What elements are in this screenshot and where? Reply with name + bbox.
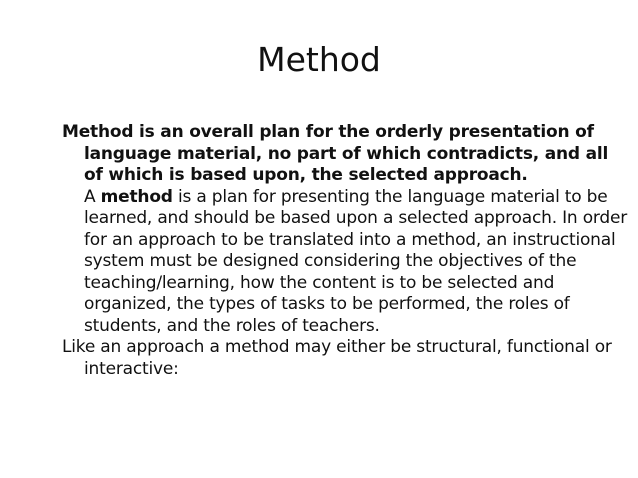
paragraph-method-definition — [62, 122, 628, 337]
bold-method-word: method — [100, 186, 173, 207]
slide-title: Method — [257, 40, 381, 79]
slide-body — [62, 122, 628, 380]
paragraph-method-types: Like an approach a method may either be structural, functional or interactive: — [62, 337, 612, 379]
bold-definition: Method is an overall plan for the orderly presentation of language material, no part of which contradicts, and all of which is based upon, the selected approach. — [62, 122, 609, 185]
method-description: is a plan for presenting the language material to be learned, and should be based upon a selected approach. In order for an approach to be translated into a method, an instructional system must be designed considering the objectives of the teaching/learning, how the content is to be selected and organized, the types of tasks to be performed, the roles of students, and the roles of teachers. — [84, 186, 628, 336]
text-prefix: A — [84, 186, 101, 207]
